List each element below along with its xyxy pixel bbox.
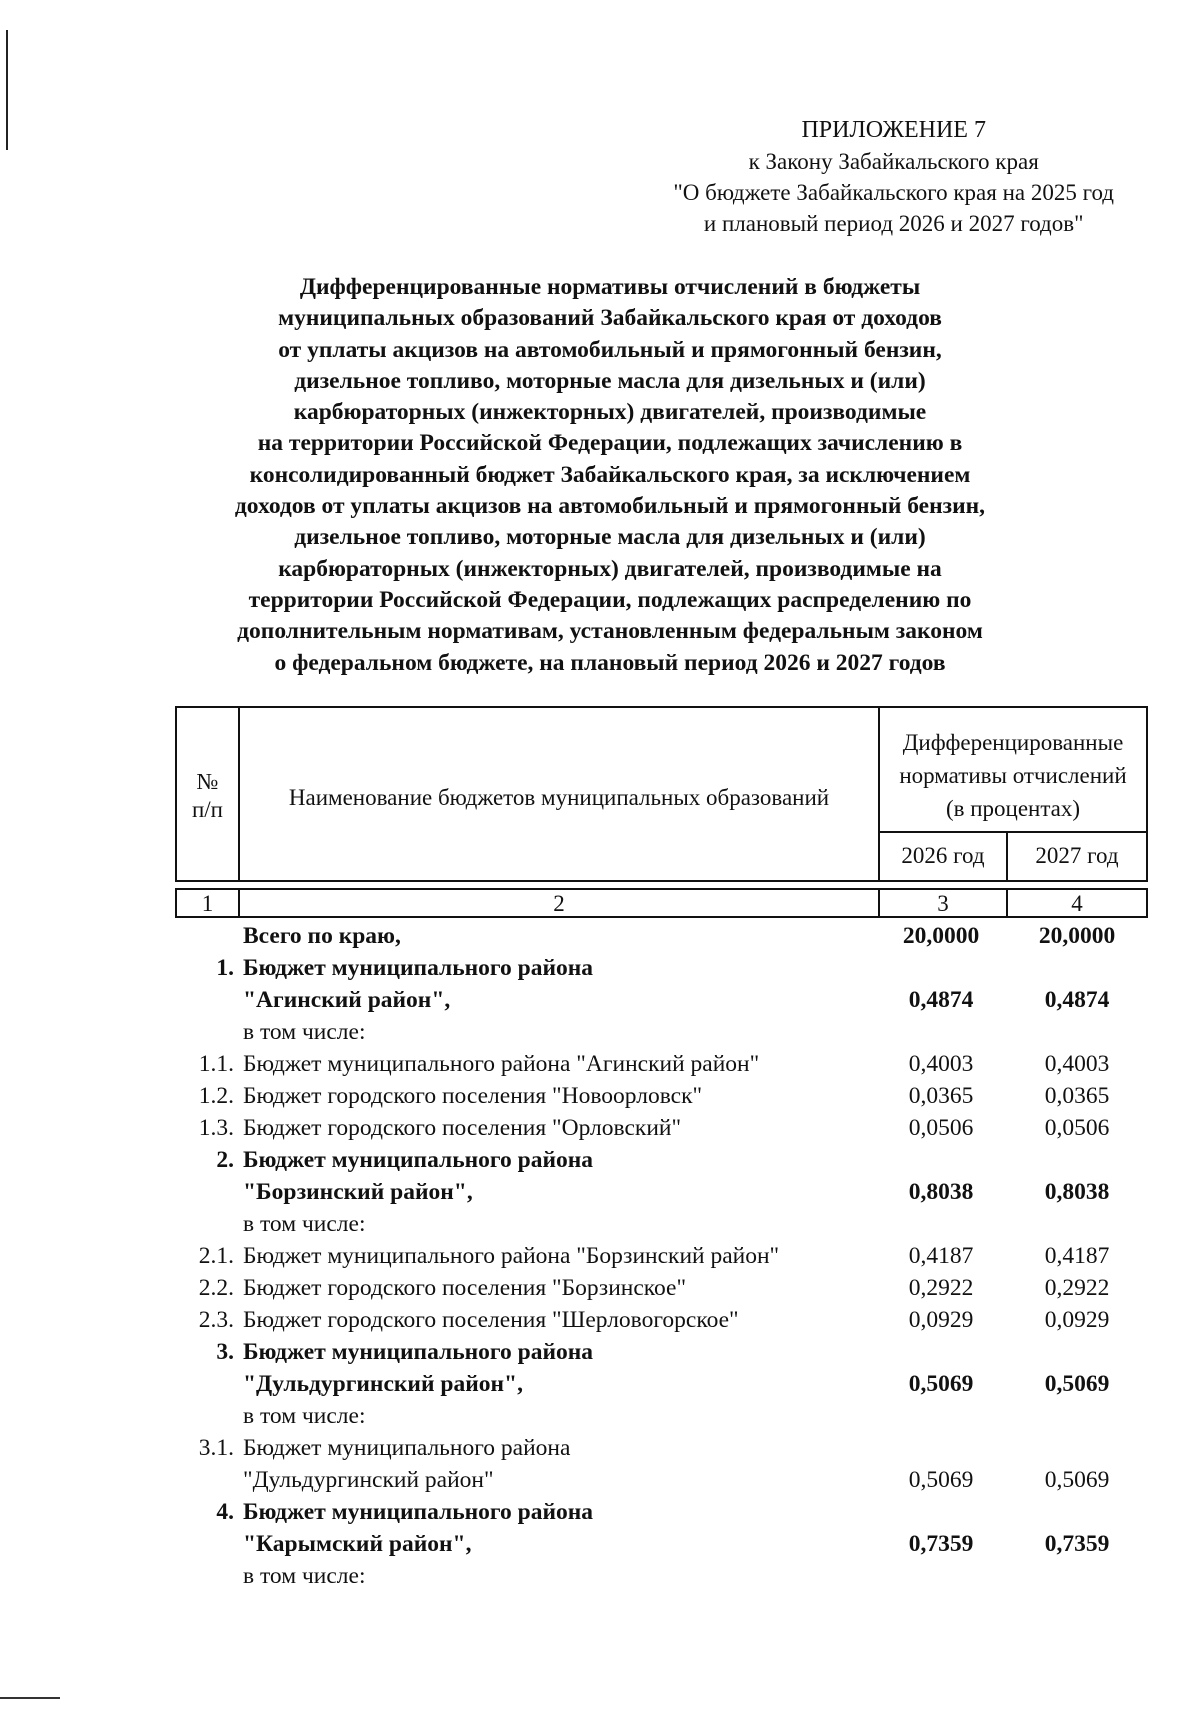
row-number: 3.1. bbox=[198, 1435, 234, 1461]
title-line: доходов от уплаты акцизов на автомобильный и прямогонный бензин, bbox=[234, 493, 986, 520]
row-value-2027: 0,8038 bbox=[1044, 1179, 1110, 1205]
row-value-2027: 0,5069 bbox=[1044, 1371, 1110, 1397]
row-name-line: Бюджет муниципального района bbox=[243, 1499, 594, 1525]
title-line: карбюраторных (инжекторных) двигателей, производимые bbox=[293, 399, 927, 426]
appendix-number: ПРИЛОЖЕНИЕ 7 bbox=[801, 117, 986, 143]
title-line: Дифференцированные нормативы отчислений в бюджеты bbox=[299, 274, 921, 300]
title-line: о федеральном бюджете, на плановый период 2026 и 2027 годов bbox=[274, 649, 946, 676]
header-divider bbox=[878, 831, 1146, 833]
title-line: территории Российской Федерации, подлежащих распределению по bbox=[248, 586, 972, 613]
row-name bbox=[243, 1336, 863, 1432]
row-name bbox=[243, 1080, 863, 1112]
row-name-line: в том числе: bbox=[243, 1403, 366, 1429]
row-value-2027: 20,0000 bbox=[1038, 923, 1116, 949]
row-name-line: "Дульдургинский район", bbox=[243, 1371, 523, 1397]
row-value-2027: 0,2922 bbox=[1044, 1275, 1110, 1301]
header-number-abbr: п/п bbox=[191, 797, 223, 822]
header-name-col: Наименование бюджетов муниципальных образований bbox=[288, 785, 830, 810]
table-row bbox=[175, 1496, 1148, 1592]
row-name-line: Бюджет муниципального района bbox=[243, 1435, 571, 1461]
row-name-line: в том числе: bbox=[243, 1563, 366, 1589]
header-norm-line: нормативы отчислений bbox=[899, 763, 1127, 788]
row-name-line: Бюджет муниципального района bbox=[243, 1147, 594, 1173]
row-value-2026: 0,0365 bbox=[908, 1083, 974, 1109]
row-name bbox=[243, 1144, 863, 1240]
scan-edge-mark-bottom bbox=[0, 1697, 60, 1699]
row-name bbox=[243, 1496, 863, 1592]
table-row bbox=[175, 1336, 1148, 1432]
row-name bbox=[243, 920, 863, 952]
row-number: 2.3. bbox=[198, 1307, 234, 1333]
row-value-2026: 0,5069 bbox=[908, 1371, 974, 1397]
row-value-2027: 0,5069 bbox=[1044, 1467, 1110, 1493]
title-line: муниципальных образований Забайкальского края от доходов bbox=[278, 305, 942, 332]
table-row bbox=[175, 1240, 1148, 1272]
table-row bbox=[175, 1304, 1148, 1336]
header-norm-line: (в процентах) bbox=[945, 796, 1081, 821]
column-number: 1 bbox=[201, 891, 214, 916]
row-name-line: "Дульдургинский район" bbox=[243, 1467, 494, 1493]
row-number: 4. bbox=[216, 1499, 234, 1525]
row-name bbox=[243, 1432, 863, 1496]
row-name-line: Бюджет городского поселения "Новоорловск" bbox=[243, 1083, 703, 1109]
header-number-sign: № bbox=[196, 769, 219, 794]
row-name bbox=[243, 1112, 863, 1144]
appendix-law-title-2: и плановый период 2026 и 2027 годов" bbox=[703, 211, 1084, 236]
row-name bbox=[243, 1272, 863, 1304]
row-value-2027: 0,4187 bbox=[1044, 1243, 1110, 1269]
row-name-line: Бюджет городского поселения "Орловский" bbox=[243, 1115, 682, 1141]
row-number: 1.1. bbox=[198, 1051, 234, 1077]
row-value-2026: 0,8038 bbox=[908, 1179, 974, 1205]
appendix-law-ref: к Закону Забайкальского края bbox=[748, 149, 1039, 174]
table-header bbox=[175, 706, 1148, 882]
row-name bbox=[243, 1048, 863, 1080]
row-name-line: Бюджет городского поселения "Шерловогорское" bbox=[243, 1307, 739, 1333]
row-name-line: Бюджет муниципального района bbox=[243, 1339, 594, 1365]
table-row bbox=[175, 1048, 1148, 1080]
row-value-2027: 0,0929 bbox=[1044, 1307, 1110, 1333]
title-line: дизельное топливо, моторные масла для дизельных и (или) bbox=[294, 524, 926, 551]
column-number-row bbox=[175, 888, 1148, 918]
row-name-text: Всего по краю, bbox=[243, 923, 401, 949]
appendix-header bbox=[673, 115, 1114, 239]
document-title bbox=[180, 272, 1040, 679]
table-row bbox=[175, 1272, 1148, 1304]
row-name-line: Бюджет муниципального района bbox=[243, 955, 594, 981]
table-row bbox=[175, 952, 1148, 1048]
title-line: на территории Российской Федерации, подлежащих зачислению в bbox=[257, 430, 963, 457]
header-year-2027: 2027 год bbox=[1035, 843, 1119, 868]
row-value-2027: 0,0365 bbox=[1044, 1083, 1110, 1109]
row-value-2027: 0,4874 bbox=[1044, 987, 1110, 1013]
table-row-total bbox=[175, 920, 1148, 952]
row-name-line: в том числе: bbox=[243, 1211, 366, 1237]
row-number: 2.1. bbox=[198, 1243, 234, 1269]
row-value-2026: 0,0506 bbox=[908, 1115, 974, 1141]
column-number: 2 bbox=[553, 891, 565, 916]
row-name bbox=[243, 952, 863, 1048]
row-number: 1. bbox=[216, 955, 234, 981]
appendix-law-title-1: "О бюджете Забайкальского края на 2025 год bbox=[673, 180, 1114, 205]
title-line: карбюраторных (инжекторных) двигателей, производимые на bbox=[278, 555, 942, 582]
column-number: 4 bbox=[1071, 891, 1083, 916]
row-value-2026: 0,0929 bbox=[908, 1307, 974, 1333]
title-line: консолидированный бюджет Забайкальского края, за исключением bbox=[249, 461, 971, 488]
table-row bbox=[175, 1080, 1148, 1112]
row-number: 1.3. bbox=[198, 1115, 234, 1141]
header-norm-line: Дифференцированные bbox=[902, 730, 1124, 755]
row-value-2027: 0,4003 bbox=[1044, 1051, 1110, 1077]
title-line: дизельное топливо, моторные масла для дизельных и (или) bbox=[294, 367, 926, 394]
row-number: 2. bbox=[216, 1147, 234, 1173]
row-value-2026: 0,4187 bbox=[908, 1243, 974, 1269]
row-name bbox=[243, 1304, 863, 1336]
table-row bbox=[175, 1432, 1148, 1496]
row-name-line: Бюджет городского поселения "Борзинское" bbox=[243, 1275, 687, 1301]
row-value-2027: 0,0506 bbox=[1044, 1115, 1110, 1141]
row-value-2026: 0,5069 bbox=[908, 1467, 974, 1493]
header-norm-col bbox=[880, 726, 1146, 825]
row-name-line: "Агинский район", bbox=[243, 987, 451, 1013]
row-value-2026: 0,4003 bbox=[908, 1051, 974, 1077]
row-value-2026: 20,0000 bbox=[902, 923, 980, 949]
table-row bbox=[175, 1144, 1148, 1240]
row-value-2027: 0,7359 bbox=[1044, 1531, 1110, 1557]
header-number-col bbox=[177, 768, 238, 824]
table-row bbox=[175, 1112, 1148, 1144]
row-name-line: Бюджет муниципального района "Агинский район" bbox=[243, 1051, 760, 1077]
scan-edge-mark bbox=[6, 30, 8, 150]
row-name-line: в том числе: bbox=[243, 1019, 366, 1045]
row-name-line: "Карымский район", bbox=[243, 1531, 472, 1557]
title-line: от уплаты акцизов на автомобильный и прямогонный бензин, bbox=[278, 336, 942, 363]
row-name-line: "Борзинский район", bbox=[243, 1179, 473, 1205]
table-body bbox=[175, 920, 1148, 1592]
row-number: 2.2. bbox=[198, 1275, 234, 1301]
row-value-2026: 0,7359 bbox=[908, 1531, 974, 1557]
row-number: 3. bbox=[216, 1339, 234, 1365]
row-name-line: Бюджет муниципального района "Борзинский район" bbox=[243, 1243, 780, 1269]
row-number: 1.2. bbox=[198, 1083, 234, 1109]
header-year-2026: 2026 год bbox=[901, 843, 985, 868]
row-name bbox=[243, 1240, 863, 1272]
column-number: 3 bbox=[937, 891, 949, 916]
row-value-2026: 0,4874 bbox=[908, 987, 974, 1013]
title-line: дополнительным нормативам, установленным федеральным законом bbox=[237, 618, 983, 645]
row-value-2026: 0,2922 bbox=[908, 1275, 974, 1301]
